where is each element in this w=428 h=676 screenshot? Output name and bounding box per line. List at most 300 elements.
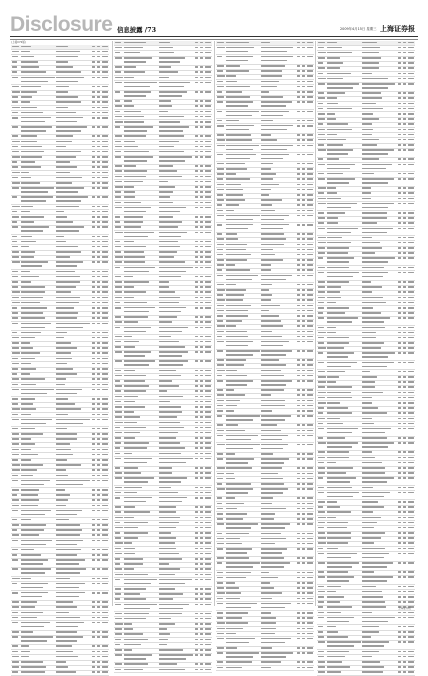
cell-text-placeholder bbox=[115, 644, 120, 646]
cell-text-placeholder bbox=[159, 160, 185, 162]
table-row bbox=[11, 582, 109, 591]
cell-text-placeholder bbox=[398, 198, 401, 200]
cell-text-placeholder bbox=[307, 81, 313, 83]
cell-text-placeholder bbox=[226, 224, 253, 226]
cell-text-placeholder bbox=[226, 638, 255, 640]
cell-text-placeholder bbox=[318, 457, 325, 459]
cell-text-placeholder bbox=[226, 410, 234, 412]
cell-text-placeholder bbox=[56, 606, 77, 608]
cell-text-placeholder bbox=[398, 537, 401, 539]
cell-text-placeholder bbox=[200, 472, 203, 474]
cell-text-placeholder bbox=[302, 56, 305, 58]
cell-text-placeholder bbox=[205, 141, 211, 143]
cell-text-placeholder bbox=[307, 275, 313, 277]
cell-text-placeholder bbox=[195, 492, 198, 494]
cell-text-placeholder bbox=[97, 182, 100, 184]
cell-text-placeholder bbox=[12, 583, 17, 585]
cell-text-placeholder bbox=[97, 117, 100, 119]
cell-text-placeholder bbox=[12, 276, 18, 278]
cell-text-placeholder bbox=[398, 562, 401, 564]
cell-text-placeholder bbox=[261, 173, 276, 175]
cell-text-placeholder bbox=[97, 534, 100, 536]
cell-text-placeholder bbox=[21, 636, 53, 638]
cell-text-placeholder bbox=[56, 347, 77, 349]
cell-text-placeholder bbox=[226, 467, 252, 469]
cell-text-placeholder bbox=[318, 636, 324, 638]
cell-text-placeholder bbox=[408, 337, 414, 339]
cell-text-placeholder bbox=[159, 176, 182, 178]
cell-text-placeholder bbox=[56, 596, 79, 598]
cell-text-placeholder bbox=[217, 56, 222, 58]
cell-text-placeholder bbox=[318, 257, 323, 259]
cell-text-placeholder bbox=[403, 203, 406, 205]
cell-text-placeholder bbox=[195, 380, 198, 382]
cell-text-placeholder bbox=[12, 408, 20, 410]
cell-text-placeholder bbox=[205, 401, 211, 403]
cell-text-placeholder bbox=[56, 141, 72, 143]
cell-text-placeholder bbox=[362, 557, 384, 559]
cell-text-placeholder bbox=[307, 233, 313, 235]
cell-text-placeholder bbox=[56, 126, 87, 128]
cell-text-placeholder bbox=[124, 100, 132, 102]
cell-text-placeholder bbox=[124, 111, 141, 113]
cell-text-placeholder bbox=[195, 256, 198, 258]
cell-text-placeholder bbox=[226, 233, 237, 235]
cell-text-placeholder bbox=[226, 562, 260, 564]
cell-text-placeholder bbox=[297, 389, 300, 391]
cell-text-placeholder bbox=[327, 281, 349, 283]
cell-text-placeholder bbox=[403, 392, 406, 394]
cell-text-placeholder bbox=[261, 269, 271, 271]
cell-text-placeholder bbox=[362, 506, 384, 508]
cell-text-placeholder bbox=[327, 312, 345, 314]
cell-text-placeholder bbox=[217, 508, 223, 510]
cell-text-placeholder bbox=[318, 144, 324, 146]
cell-text-placeholder bbox=[159, 246, 180, 248]
cell-text-placeholder bbox=[408, 612, 414, 614]
cell-text-placeholder bbox=[302, 612, 305, 614]
cell-text-placeholder bbox=[261, 552, 282, 554]
cell-text-placeholder bbox=[403, 222, 406, 224]
cell-text-placeholder bbox=[327, 506, 340, 508]
cell-text-placeholder bbox=[327, 247, 349, 249]
cell-text-placeholder bbox=[398, 397, 401, 399]
cell-text-placeholder bbox=[307, 513, 313, 515]
cell-text-placeholder bbox=[398, 337, 401, 339]
cell-text-placeholder bbox=[226, 228, 248, 230]
cell-text-placeholder bbox=[159, 216, 173, 218]
table-row bbox=[216, 443, 314, 452]
cell-text-placeholder bbox=[327, 52, 352, 54]
cell-text-placeholder bbox=[12, 312, 18, 314]
cell-text-placeholder bbox=[217, 557, 224, 559]
cell-text-placeholder bbox=[195, 251, 198, 253]
cell-text-placeholder bbox=[302, 134, 305, 136]
cell-text-placeholder bbox=[97, 631, 100, 633]
cell-text-placeholder bbox=[362, 342, 384, 344]
cell-text-placeholder bbox=[92, 352, 95, 354]
cell-text-placeholder bbox=[302, 598, 305, 600]
cell-text-placeholder bbox=[97, 480, 100, 482]
cell-text-placeholder bbox=[408, 291, 414, 293]
cell-text-placeholder bbox=[226, 244, 247, 246]
cell-text-placeholder bbox=[408, 352, 414, 354]
cell-text-placeholder bbox=[195, 639, 198, 641]
cell-text-placeholder bbox=[200, 537, 203, 539]
cell-text-placeholder bbox=[217, 42, 224, 44]
cell-text-placeholder bbox=[195, 467, 198, 469]
cell-text-placeholder bbox=[56, 428, 67, 430]
cell-text-placeholder bbox=[21, 96, 32, 98]
cell-text-placeholder bbox=[12, 636, 18, 638]
cell-text-placeholder bbox=[398, 281, 401, 283]
cell-text-placeholder bbox=[226, 289, 246, 291]
cell-text-placeholder bbox=[403, 272, 406, 274]
cell-text-placeholder bbox=[408, 297, 414, 299]
cell-text-placeholder bbox=[12, 151, 19, 153]
cell-text-placeholder bbox=[102, 302, 108, 304]
cell-text-placeholder bbox=[92, 459, 95, 461]
cell-text-placeholder bbox=[408, 97, 414, 99]
cell-text-placeholder bbox=[408, 192, 414, 194]
cell-text-placeholder bbox=[403, 342, 406, 344]
cell-text-placeholder bbox=[327, 381, 336, 383]
cell-text-placeholder bbox=[159, 497, 187, 499]
cell-text-placeholder bbox=[200, 165, 203, 167]
cell-text-placeholder bbox=[398, 73, 401, 75]
cell-text-placeholder bbox=[398, 548, 401, 550]
cell-text-placeholder bbox=[318, 617, 324, 619]
cell-text-placeholder bbox=[97, 378, 100, 380]
cell-text-placeholder bbox=[115, 432, 122, 434]
cell-text-placeholder bbox=[159, 537, 176, 539]
cell-text-placeholder bbox=[261, 184, 279, 186]
cell-text-placeholder bbox=[97, 221, 100, 223]
cell-text-placeholder bbox=[195, 121, 198, 123]
cell-text-placeholder bbox=[297, 310, 300, 312]
cell-text-placeholder bbox=[261, 458, 289, 460]
cell-text-placeholder bbox=[21, 297, 43, 299]
cell-text-placeholder bbox=[115, 291, 122, 293]
cell-text-placeholder bbox=[307, 444, 313, 446]
cell-text-placeholder bbox=[92, 631, 95, 633]
cell-text-placeholder bbox=[21, 666, 46, 668]
cell-text-placeholder bbox=[115, 588, 121, 590]
cell-text-placeholder bbox=[362, 247, 382, 249]
continuation-label: (上接C72版) bbox=[11, 41, 26, 44]
cell-text-placeholder bbox=[408, 451, 414, 453]
cell-text-placeholder bbox=[403, 62, 406, 64]
cell-text-placeholder bbox=[195, 170, 198, 172]
cell-text-placeholder bbox=[56, 459, 67, 461]
cell-text-placeholder bbox=[102, 317, 108, 319]
cell-text-placeholder bbox=[226, 264, 235, 266]
cell-text-placeholder bbox=[195, 52, 198, 54]
cell-text-placeholder bbox=[307, 101, 313, 103]
cell-text-placeholder bbox=[21, 514, 45, 516]
cell-text-placeholder bbox=[226, 473, 234, 475]
cell-text-placeholder bbox=[297, 533, 300, 535]
cell-text-placeholder bbox=[327, 337, 349, 339]
cell-text-placeholder bbox=[327, 187, 336, 189]
cell-text-placeholder bbox=[403, 636, 406, 638]
cell-text-placeholder bbox=[56, 281, 80, 283]
cell-text-placeholder bbox=[297, 667, 300, 669]
cell-text-placeholder bbox=[302, 647, 305, 649]
cell-text-placeholder bbox=[12, 540, 18, 542]
cell-text-placeholder bbox=[307, 204, 313, 206]
cell-text-placeholder bbox=[56, 156, 76, 158]
cell-text-placeholder bbox=[21, 347, 33, 349]
cell-text-placeholder bbox=[92, 312, 95, 314]
cell-text-placeholder bbox=[318, 97, 325, 99]
cell-text-placeholder bbox=[12, 489, 19, 491]
table-row bbox=[216, 380, 314, 389]
cell-text-placeholder bbox=[205, 639, 211, 641]
cell-text-placeholder bbox=[159, 226, 178, 228]
cell-text-placeholder bbox=[408, 252, 414, 254]
cell-text-placeholder bbox=[327, 92, 345, 94]
cell-text-placeholder bbox=[124, 537, 138, 539]
cell-text-placeholder bbox=[261, 279, 286, 281]
cell-text-placeholder bbox=[307, 244, 313, 246]
cell-text-placeholder bbox=[261, 384, 286, 386]
cell-text-placeholder bbox=[307, 194, 313, 196]
cell-text-placeholder bbox=[408, 532, 414, 534]
cell-text-placeholder bbox=[362, 182, 388, 184]
cell-text-placeholder bbox=[226, 415, 260, 417]
cell-text-placeholder bbox=[195, 360, 198, 362]
cell-text-placeholder bbox=[21, 332, 41, 334]
cell-text-placeholder bbox=[195, 307, 198, 309]
cell-text-placeholder bbox=[297, 458, 300, 460]
cell-text-placeholder bbox=[226, 419, 253, 421]
cell-text-placeholder bbox=[217, 415, 222, 417]
cell-text-placeholder bbox=[124, 548, 135, 550]
cell-text-placeholder bbox=[159, 321, 172, 323]
cell-text-placeholder bbox=[115, 286, 122, 288]
cell-text-placeholder bbox=[408, 656, 414, 658]
cell-text-placeholder bbox=[195, 232, 198, 234]
cell-text-placeholder bbox=[21, 307, 47, 309]
cell-text-placeholder bbox=[398, 467, 401, 469]
cell-text-placeholder bbox=[318, 237, 326, 239]
cell-text-placeholder bbox=[302, 592, 305, 594]
cell-text-placeholder bbox=[362, 553, 389, 555]
cell-text-placeholder bbox=[362, 272, 388, 274]
table-row bbox=[114, 578, 212, 587]
table-row bbox=[11, 539, 109, 548]
cell-text-placeholder bbox=[362, 617, 395, 619]
cell-text-placeholder bbox=[226, 405, 237, 407]
cell-text-placeholder bbox=[195, 527, 198, 529]
cell-text-placeholder bbox=[302, 453, 305, 455]
cell-text-placeholder bbox=[159, 375, 181, 377]
cell-text-placeholder bbox=[226, 538, 240, 540]
cell-text-placeholder bbox=[102, 583, 108, 585]
cell-text-placeholder bbox=[403, 332, 406, 334]
cell-text-placeholder bbox=[92, 403, 95, 405]
cell-text-placeholder bbox=[97, 636, 100, 638]
cell-text-placeholder bbox=[318, 462, 324, 464]
cell-text-placeholder bbox=[362, 412, 387, 414]
cell-text-placeholder bbox=[307, 139, 313, 141]
cell-text-placeholder bbox=[226, 294, 244, 296]
cell-text-placeholder bbox=[307, 478, 313, 480]
cell-text-placeholder bbox=[12, 505, 19, 507]
cell-text-placeholder bbox=[302, 65, 305, 67]
cell-text-placeholder bbox=[408, 371, 414, 373]
cell-text-placeholder bbox=[403, 617, 406, 619]
cell-text-placeholder bbox=[362, 376, 377, 378]
cell-text-placeholder bbox=[56, 622, 84, 624]
cell-text-placeholder bbox=[398, 553, 401, 555]
cell-text-placeholder bbox=[226, 184, 241, 186]
cell-text-placeholder bbox=[403, 247, 406, 249]
cell-text-placeholder bbox=[226, 359, 246, 361]
cell-text-placeholder bbox=[21, 156, 42, 158]
cell-text-placeholder bbox=[21, 568, 51, 570]
cell-text-placeholder bbox=[195, 181, 198, 183]
cell-text-placeholder bbox=[92, 592, 95, 594]
cell-text-placeholder bbox=[297, 238, 300, 240]
cell-text-placeholder bbox=[195, 316, 198, 318]
cell-text-placeholder bbox=[195, 506, 198, 508]
cell-text-placeholder bbox=[318, 656, 324, 658]
cell-text-placeholder bbox=[297, 120, 300, 122]
cell-text-placeholder bbox=[327, 576, 354, 578]
cell-text-placeholder bbox=[217, 638, 224, 640]
cell-text-placeholder bbox=[124, 186, 134, 188]
cell-text-placeholder bbox=[226, 508, 237, 510]
cell-text-placeholder bbox=[159, 86, 184, 88]
cell-text-placeholder bbox=[92, 291, 95, 293]
cell-text-placeholder bbox=[12, 96, 18, 98]
cell-text-placeholder bbox=[297, 341, 300, 343]
table-row bbox=[216, 602, 314, 611]
cell-text-placeholder bbox=[21, 534, 39, 536]
cell-text-placeholder bbox=[327, 342, 349, 344]
cell-text-placeholder bbox=[403, 144, 406, 146]
cell-text-placeholder bbox=[261, 503, 272, 505]
cell-text-placeholder bbox=[217, 233, 222, 235]
cell-text-placeholder bbox=[261, 259, 283, 261]
cell-text-placeholder bbox=[261, 289, 269, 291]
cell-text-placeholder bbox=[261, 652, 293, 654]
cell-text-placeholder bbox=[362, 312, 381, 314]
cell-text-placeholder bbox=[97, 56, 100, 58]
cell-text-placeholder bbox=[195, 111, 198, 113]
cell-text-placeholder bbox=[205, 618, 211, 620]
table-row bbox=[114, 81, 212, 90]
cell-text-placeholder bbox=[408, 123, 414, 125]
cell-text-placeholder bbox=[307, 215, 313, 217]
cell-text-placeholder bbox=[200, 532, 203, 534]
cell-text-placeholder bbox=[124, 472, 141, 474]
cell-text-placeholder bbox=[21, 177, 31, 179]
cell-text-placeholder bbox=[297, 497, 300, 499]
cell-text-placeholder bbox=[12, 216, 19, 218]
cell-text-placeholder bbox=[92, 261, 95, 263]
cell-text-placeholder bbox=[21, 135, 37, 137]
table-row bbox=[11, 418, 109, 427]
cell-text-placeholder bbox=[115, 396, 122, 398]
cell-text-placeholder bbox=[327, 397, 352, 399]
cell-text-placeholder bbox=[97, 281, 100, 283]
cell-text-placeholder bbox=[205, 66, 211, 68]
cell-text-placeholder bbox=[56, 206, 79, 208]
cell-text-placeholder bbox=[92, 177, 95, 179]
cell-text-placeholder bbox=[115, 360, 122, 362]
cell-text-placeholder bbox=[408, 386, 414, 388]
table-row bbox=[216, 652, 314, 661]
cell-text-placeholder bbox=[398, 492, 401, 494]
cell-text-placeholder bbox=[56, 559, 85, 561]
cell-text-placeholder bbox=[327, 168, 350, 170]
cell-text-placeholder bbox=[318, 92, 324, 94]
cell-text-placeholder bbox=[200, 416, 203, 418]
cell-text-placeholder bbox=[159, 156, 192, 158]
table-row bbox=[317, 352, 415, 361]
cell-text-placeholder bbox=[318, 178, 325, 180]
cell-text-placeholder bbox=[261, 65, 285, 67]
cell-text-placeholder bbox=[97, 454, 100, 456]
cell-text-placeholder bbox=[102, 206, 108, 208]
cell-text-placeholder bbox=[21, 368, 36, 370]
cell-text-placeholder bbox=[97, 291, 100, 293]
cell-text-placeholder bbox=[92, 554, 95, 556]
cell-text-placeholder bbox=[97, 246, 100, 248]
cell-text-placeholder bbox=[327, 62, 343, 64]
cell-text-placeholder bbox=[21, 449, 31, 451]
cell-text-placeholder bbox=[205, 628, 211, 630]
cell-text-placeholder bbox=[92, 583, 95, 585]
cell-text-placeholder bbox=[307, 603, 313, 605]
cell-text-placeholder bbox=[226, 513, 247, 515]
cell-text-placeholder bbox=[92, 337, 95, 339]
cell-text-placeholder bbox=[398, 386, 401, 388]
table-row bbox=[216, 144, 314, 153]
cell-text-placeholder bbox=[159, 336, 171, 338]
table-row bbox=[317, 227, 415, 236]
cell-text-placeholder bbox=[205, 221, 211, 223]
cell-text-placeholder bbox=[195, 579, 198, 581]
table-row bbox=[216, 488, 314, 497]
cell-text-placeholder bbox=[408, 52, 414, 54]
cell-text-placeholder bbox=[97, 86, 100, 88]
cell-text-placeholder bbox=[362, 42, 377, 44]
cell-text-placeholder bbox=[307, 667, 313, 669]
cell-text-placeholder bbox=[362, 446, 388, 448]
cell-text-placeholder bbox=[159, 351, 188, 353]
cell-text-placeholder bbox=[217, 633, 224, 635]
cell-text-placeholder bbox=[92, 51, 95, 53]
cell-text-placeholder bbox=[362, 297, 383, 299]
cell-text-placeholder bbox=[403, 297, 406, 299]
cell-text-placeholder bbox=[362, 281, 371, 283]
cell-text-placeholder bbox=[21, 206, 33, 208]
cell-text-placeholder bbox=[398, 506, 401, 508]
cell-text-placeholder bbox=[398, 462, 401, 464]
cell-text-placeholder bbox=[318, 562, 325, 564]
cell-text-placeholder bbox=[115, 639, 121, 641]
cell-text-placeholder bbox=[159, 548, 176, 550]
cell-text-placeholder bbox=[297, 622, 300, 624]
cell-text-placeholder bbox=[102, 524, 108, 526]
table-row bbox=[11, 187, 109, 196]
cell-text-placeholder bbox=[318, 247, 325, 249]
cell-text-placeholder bbox=[56, 216, 67, 218]
